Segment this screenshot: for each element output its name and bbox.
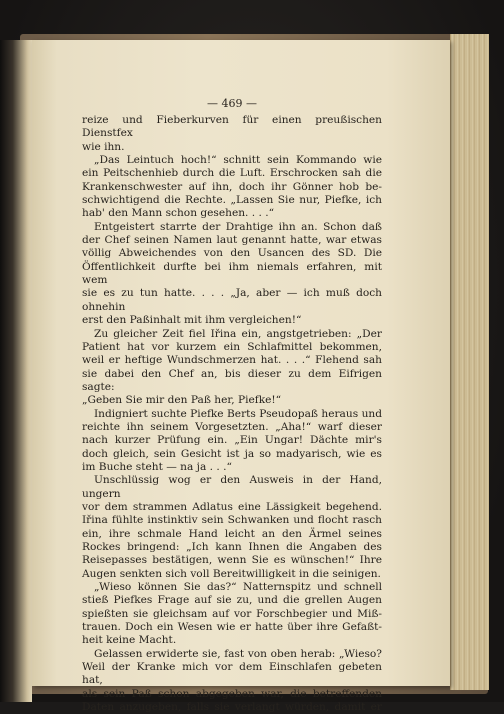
text-line: „Geben Sie mir den Paß her, Piefke!“ xyxy=(82,394,282,407)
text-line: heit keine Macht. xyxy=(82,634,177,647)
text-line: „Wieso können Sie das?“ Natternspitz und schnell xyxy=(94,581,382,594)
text-line: ein, ihre schmale Hand leicht an den Ärmel seines xyxy=(82,527,382,540)
text-line: „Das Leintuch hoch!“ schnitt sein Kommando wie xyxy=(94,154,382,167)
text-line: weil er heftige Wundschmerzen hat. . . .“ Flehend sah xyxy=(82,354,382,367)
text-line: Zu gleicher Zeit fiel Iřina ein, angstgetrieben: „Der xyxy=(94,327,382,340)
text-line: Indigniert suchte Piefke Berts Pseudopaß heraus und xyxy=(94,407,382,420)
text-line: doch gleich, sein Gesicht ist ja so madyarisch, wie es xyxy=(82,447,382,460)
text-line: nach kurzer Prüfung ein. „Ein Ungar! Dächte mir's xyxy=(82,434,382,447)
text-line: Krankenschwester auf ihn, doch ihr Gönner hob be- xyxy=(82,180,382,193)
text-line: Unschlüssig wog er den Ausweis in der Hand, ungern xyxy=(82,474,382,500)
text-line: Iřina fühlte instinktiv sein Schwanken und flocht rasch xyxy=(82,514,382,527)
text-line: spießten sie gleichsam auf vor Forschbegier und Miß- xyxy=(82,607,382,620)
text-line: im Buche steht — na ja . . .“ xyxy=(82,460,232,473)
page-number: — 469 — xyxy=(207,97,257,110)
text-line: Augen senkten sich voll Bereitwilligkeit in die seinigen. xyxy=(82,567,381,580)
text-line: Rockes bringend: „Ich kann Ihnen die Angaben des xyxy=(82,541,382,553)
text-line: Weil der Kranke mich vor dem Einschlafen gebeten hat, xyxy=(82,661,382,687)
text-line: hab' den Mann schon gesehen. . . .“ xyxy=(82,207,275,220)
text-line: sie dabei den Chef an, bis dieser zu dem Eifrigen sagte: xyxy=(82,367,382,393)
text-line: trauen. Doch ein Wesen wie er hatte über ihre Gefaßt- xyxy=(82,621,382,634)
text-line: völlig Abweichendes von den Usancen des SD. Die xyxy=(82,247,382,260)
text-line: Patient hat vor kurzem ein Schlafmittel bekommen, xyxy=(82,340,382,353)
text-line: Entgeistert starrte der Drahtige ihn an. Schon daß xyxy=(94,220,382,233)
text-line: reichte ihn seinem Vorgesetzten. „Aha!“ warf dieser xyxy=(82,420,382,433)
text-line: reize und Fieberkurven für einen preußischen Dienstfex xyxy=(82,114,382,140)
text-line: Gelassen erwiderte sie, fast von oben herab: „Wieso? xyxy=(94,647,382,660)
text-line: Öffentlichkeit durfte bei ihm niemals erfahren, mit wem xyxy=(82,260,382,287)
text-line: Reisepasses bestätigen, wenn Sie es wünschen!“ Ihre xyxy=(82,554,382,567)
text-line: wie ihn. xyxy=(82,140,125,153)
page-text xyxy=(82,114,382,714)
text-line: schwichtigend die Rechte. „Lassen Sie nur, Piefke, ich xyxy=(82,194,382,207)
text-line: erst den Paßinhalt mit ihm vergleichen!“ xyxy=(82,314,302,327)
text-line: sie es zu tun hatte. . . . „Ja, aber — ich muß doch ohnehin xyxy=(82,287,382,313)
page-stack-edge xyxy=(450,34,489,690)
text-line: Daten anzugeben, falls sie verlangt würden, damit er xyxy=(82,701,382,714)
left-page-gutter xyxy=(0,40,32,702)
text-line: der Chef seinen Namen laut genannt hatte, war etwas xyxy=(82,234,382,247)
text-line: vor dem strammen Adlatus eine Lässigkeit begehend. xyxy=(82,500,382,513)
text-line: ein Peitschenhieb durch die Luft. Erschrocken sah die xyxy=(82,167,382,180)
text-line: als sein Paß schon abgegeben war, die betreffenden xyxy=(82,687,382,700)
text-line: stieß Piefkes Frage auf sie zu, und die grellen Augen xyxy=(82,594,382,607)
